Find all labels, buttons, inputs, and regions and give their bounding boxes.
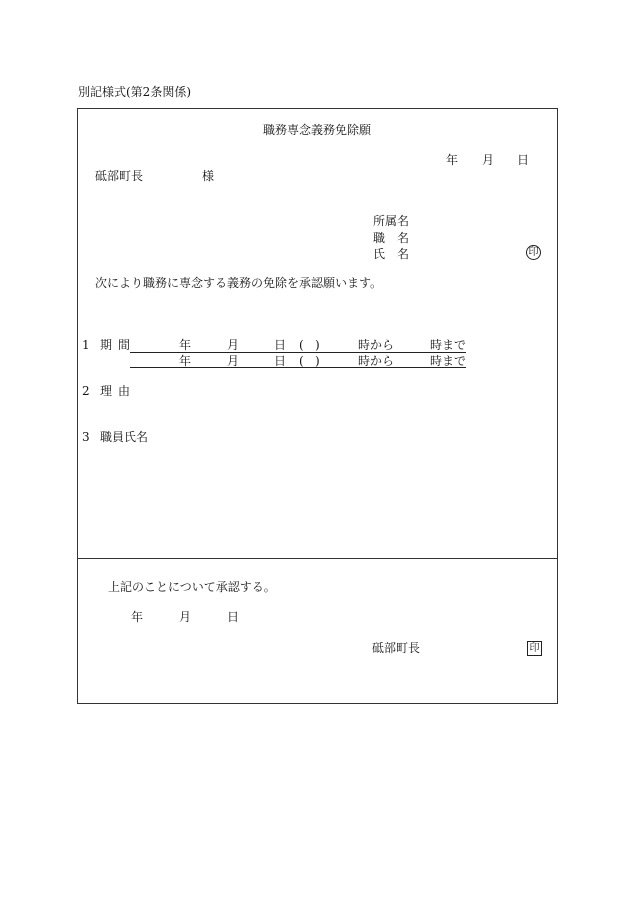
form-frame xyxy=(77,108,558,704)
period-row2-year: 年 xyxy=(179,354,192,368)
period-row2-paren-close: ) xyxy=(315,354,320,368)
item-number-1: 1 xyxy=(82,338,90,352)
application-date-year: 年 xyxy=(446,153,459,167)
approver-name: 砥部町長 xyxy=(372,641,421,655)
period-label: 期 間 xyxy=(100,338,128,352)
addressee-name: 砥部町長 xyxy=(95,169,144,183)
period-row1-until: 時まで xyxy=(430,338,467,352)
approval-date-month: 月 xyxy=(179,610,192,624)
form-title: 職務専念義務免除願 xyxy=(263,123,372,137)
approval-date-year: 年 xyxy=(131,610,144,624)
period-row1-paren-open: ( xyxy=(299,338,304,352)
item-number-3: 3 xyxy=(82,430,90,444)
period-row2-paren-open: ( xyxy=(299,354,304,368)
period-row2-until: 時まで xyxy=(430,354,467,368)
application-date-month: 月 xyxy=(482,153,495,167)
request-text: 次により職務に専念する義務の免除を承認願います。 xyxy=(95,276,383,290)
period-row2-month: 月 xyxy=(227,354,240,368)
affiliation-label: 所属名 xyxy=(373,214,410,228)
period-row1-paren-close: ) xyxy=(315,338,320,352)
applicant-name-label: 氏 名 xyxy=(373,247,410,261)
application-date-day: 日 xyxy=(517,153,530,167)
period-row1-month: 月 xyxy=(227,338,240,352)
period-row2-from: 時から xyxy=(358,354,395,368)
period-row2-day: 日 xyxy=(274,354,287,368)
period-row1-year: 年 xyxy=(179,338,192,352)
period-row1-underline xyxy=(130,352,466,353)
period-row2-underline xyxy=(130,367,466,368)
item-number-2: 2 xyxy=(82,384,90,398)
period-row1-from: 時から xyxy=(358,338,395,352)
approval-date-day: 日 xyxy=(227,610,240,624)
reason-label: 理 由 xyxy=(100,384,128,398)
position-label: 職 名 xyxy=(373,231,410,245)
applicant-seal-icon: 印 xyxy=(526,245,541,260)
approver-seal-icon: 印 xyxy=(527,641,542,656)
addressee-suffix: 様 xyxy=(202,169,215,183)
period-row1-day: 日 xyxy=(274,338,287,352)
staff-name-label: 職員氏名 xyxy=(100,430,149,444)
approval-divider xyxy=(77,558,558,559)
approval-text: 上記のことについて承認する。 xyxy=(108,580,276,594)
form-style-note: 別記様式(第2条関係) xyxy=(78,85,191,99)
